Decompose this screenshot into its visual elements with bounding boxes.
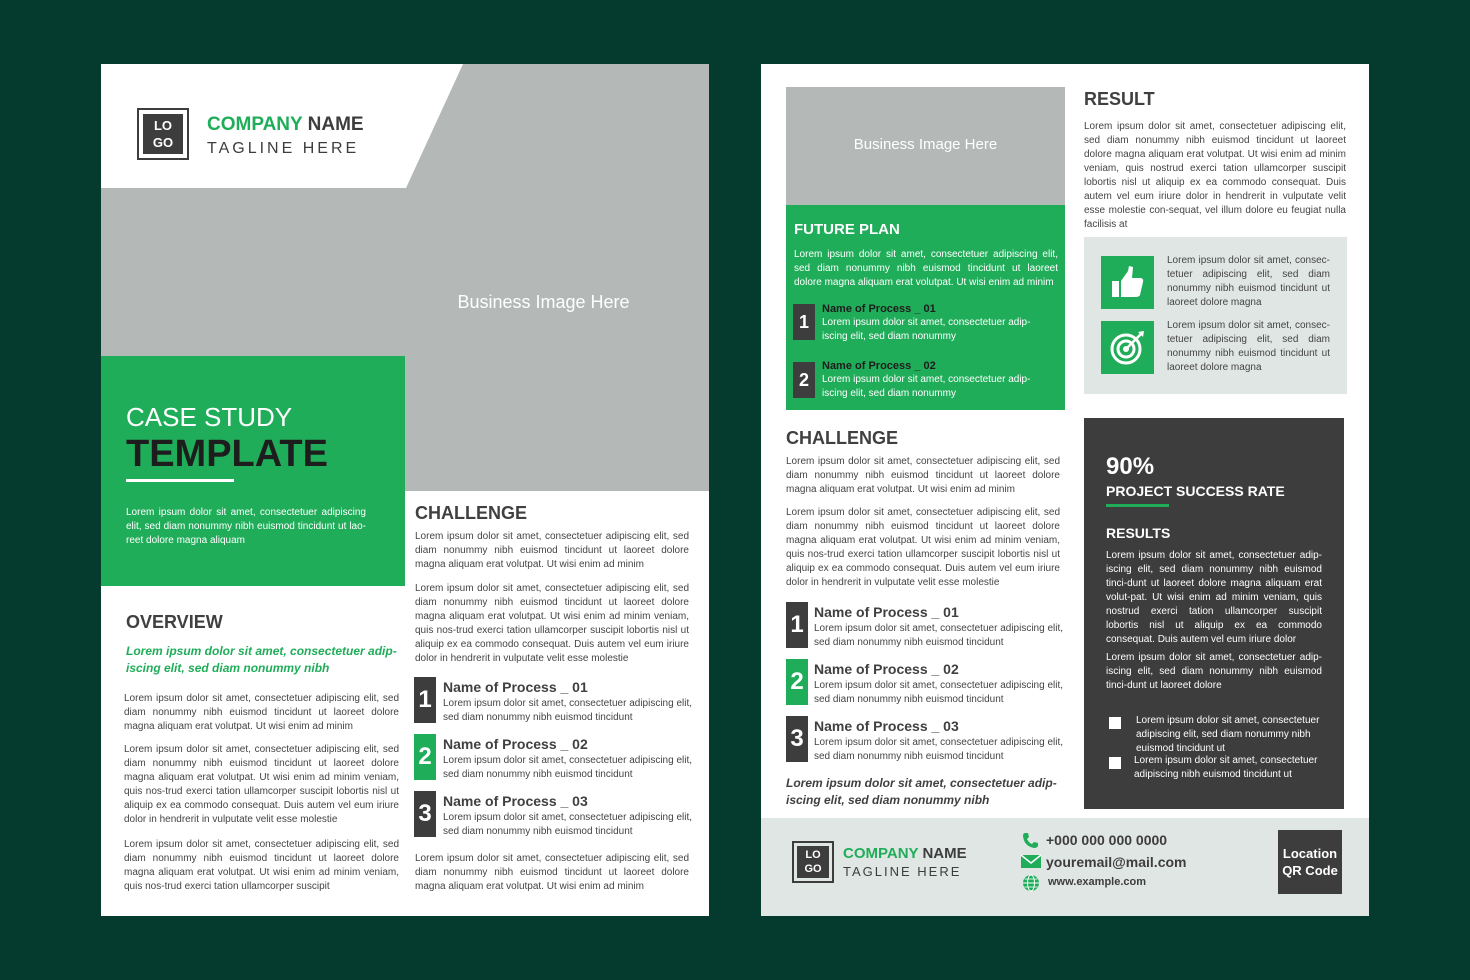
process-title-1: Name of Process _ 01 xyxy=(443,679,588,695)
checklist-item-1: Lorem ipsum dolor sit amet, consectetuer adipiscing elit, sed diam nonummy nibh euismod tincidunt ut xyxy=(1136,715,1320,754)
case-study-label: CASE STUDY xyxy=(126,402,293,432)
process-number-2: 2 xyxy=(414,734,436,780)
checklist-item-2: Lorem ipsum dolor sit amet, consectetuer adipiscing nibh euismod tincidunt ut xyxy=(1134,755,1318,780)
process2-text-3: Lorem ipsum dolor sit amet, consectetuer adipiscing elit, sed diam nonummy nibh euismod tincidunt xyxy=(814,737,1064,762)
future-process-number-1: 1 xyxy=(793,304,815,340)
overview-lead: Lorem ipsum dolor sit amet, consectetuer adip-iscing elit, sed diam nonummy nibh xyxy=(126,644,397,675)
image-placeholder-label-2: Business Image Here xyxy=(853,136,998,153)
qr-code-label: Location QR Code xyxy=(1282,846,1338,878)
results-heading: RESULTS xyxy=(1106,525,1171,541)
result-text: Lorem ipsum dolor sit amet, consectetuer adipiscing elit, sed diam nonummy nibh euismod tincidunt ut laoreet dolore magna aliquam erat volutpat. Ut wisi enim ad minim veniam, quis nostrud exerci tation ullamcorper suscipit lobortis nisl ut aliquip ex ea commodo consequat. Duis autem vel eum iriure dolor in hendrerit in vulputate velit esse molestie con-sequat, vel illum dolore eu feugiat nulla facilisis at xyxy=(1084,121,1346,230)
overview-paragraph-3: Lorem ipsum dolor sit amet, consectetuer adipiscing elit, sed diam nonummy nibh euismod tincidunt ut laoreet dolore magna aliquam erat volutpat. Ut wisi enim ad minim veniam, quis nos-trud exerci tation ullamcorper suscipit xyxy=(124,839,399,892)
future-plan-text: Lorem ipsum dolor sit amet, consectetuer adipiscing elit, sed diam nonummy nibh euismod tincidunt ut laoreet dolore magna aliquam erat volutpat. Ut wisi enim ad minim xyxy=(794,249,1058,288)
website[interactable]: www.example.com xyxy=(1048,876,1147,888)
success-rate-value: 90% xyxy=(1106,453,1155,480)
footer-logo: LO GO xyxy=(792,841,834,883)
success-rate-label: PROJECT SUCCESS RATE xyxy=(1106,483,1285,499)
future-process-title-2: Name of Process _ 02 xyxy=(822,360,936,372)
title-underline xyxy=(126,479,234,482)
company-tagline: TAGLINE HERE xyxy=(207,140,360,157)
challenge-paragraph-2: Lorem ipsum dolor sit amet, consectetuer adipiscing elit, sed diam nonummy nibh euismod tincidunt ut laoreet dolore magna aliquam erat volutpat. Ut wisi enim ad minim veniam, quis nos-trud exerci tation ullamcorper suscipit lobortis nisl ut aliquip ex ea commodo consequat. Duis autem vel eum iriure dolor in hendrerit in vulputate velit esse molestie xyxy=(415,583,689,664)
challenge-heading-2: CHALLENGE xyxy=(786,428,898,448)
process2-text-1: Lorem ipsum dolor sit amet, consectetuer adipiscing elit, sed diam nonummy nibh euismod tincidunt xyxy=(814,623,1064,648)
process2-title-2: Name of Process _ 02 xyxy=(814,661,959,677)
process-text-1: Lorem ipsum dolor sit amet, consectetuer adipiscing elit, sed diam nonummy nibh euismod tincidunt xyxy=(443,698,693,723)
footer-tagline: TAGLINE HERE xyxy=(843,864,962,879)
process-number-3: 3 xyxy=(414,791,436,837)
future-process-number-2: 2 xyxy=(793,362,815,398)
future-plan-heading: FUTURE PLAN xyxy=(794,221,900,238)
email-address[interactable]: youremail@mail.com xyxy=(1046,854,1187,870)
logo: LO GO xyxy=(137,108,189,160)
process-title-3: Name of Process _ 03 xyxy=(443,793,588,809)
email-icon xyxy=(1021,854,1041,869)
results-paragraph-2: Lorem ipsum dolor sit amet, consectetuer adip-iscing elit, sed diam nonummy nibh euismod tinci-dunt ut laoreet dolore xyxy=(1106,652,1322,691)
checkbox-2[interactable] xyxy=(1109,757,1121,769)
challenge-paragraph-1: Lorem ipsum dolor sit amet, consectetuer adipiscing elit, sed diam nonummy nibh euismod tincidunt ut laoreet dolore magna aliquam erat volutpat. Ut wisi enim ad minim xyxy=(415,531,689,570)
result-heading: RESULT xyxy=(1084,89,1155,109)
future-process-text-1: Lorem ipsum dolor sit amet, consectetuer adip-iscing elit, sed diam nonummy xyxy=(822,317,1031,342)
phone-icon xyxy=(1021,831,1040,850)
process2-number-2: 2 xyxy=(786,659,808,705)
process-title-2: Name of Process _ 02 xyxy=(443,736,588,752)
process2-number-1: 1 xyxy=(786,602,808,648)
template-title: TEMPLATE xyxy=(126,433,328,475)
challenge-2-paragraph-2: Lorem ipsum dolor sit amet, consectetuer adipiscing elit, sed diam nonummy nibh euismod tincidunt ut laoreet dolore magna aliquam erat volutpat. Ut wisi enim ad minim veniam, quis nos-trud exerci tation ullamcorper suscipit lobortis nisl ut aliquip ex ea commodo consequat. Duis autem vel eum iriure dolor in hendrerit in vulputate velit esse molestie xyxy=(786,507,1060,588)
footer-company-name: COMPANY NAME xyxy=(843,845,967,862)
closing-paragraph: Lorem ipsum dolor sit amet, consectetuer adipiscing elit, sed diam nonummy nibh euismod tincidunt ut laoreet dolore magna aliquam erat volutpat. Ut wisi enim ad minim xyxy=(415,853,689,892)
page-one xyxy=(101,64,709,916)
future-process-text-2: Lorem ipsum dolor sit amet, consectetuer adip-iscing elit, sed diam nonummy xyxy=(822,374,1031,399)
title-intro: Lorem ipsum dolor sit amet, consectetuer adipiscing elit, sed diam nonummy nibh euismod tincidunt ut lao-reet dolore magna aliquam xyxy=(126,507,366,546)
globe-icon xyxy=(1022,874,1040,892)
process2-title-3: Name of Process _ 03 xyxy=(814,718,959,734)
results-paragraph-1: Lorem ipsum dolor sit amet, consectetuer adip-iscing elit, sed diam nonummy nibh euismod tinci-dunt ut laoreet dolore magna aliquam erat volut-pat. Ut wisi enim ad minim veniam, quis nostrud exerci tation ullamcorper suscipit lobortis nisl ut aliquip ex ea commodo consequat. Duis autem vel eum iriure dolor xyxy=(1106,550,1322,645)
success-rate-underline xyxy=(1106,504,1169,507)
overview-paragraph-2: Lorem ipsum dolor sit amet, consectetuer adipiscing elit, sed diam nonummy nibh euismod tincidunt ut laoreet dolore magna aliquam erat volutpat. Ut wisi enim ad minim veniam, quis nos-trud exerci tation ullamcorper suscipit lobortis nisl ut aliquip ex ea commodo consequat. Duis autem vel eum iriure dolor in hendrerit in vulputate velit esse molestie xyxy=(124,744,399,825)
qr-code-placeholder xyxy=(1278,830,1342,894)
process2-title-1: Name of Process _ 01 xyxy=(814,604,959,620)
closing-lead: Lorem ipsum dolor sit amet, consectetuer adip-iscing elit, sed diam nonummy nibh xyxy=(786,776,1057,807)
future-process-title-1: Name of Process _ 01 xyxy=(822,303,936,315)
company-name: COMPANY NAME xyxy=(207,114,364,135)
challenge-2-paragraph-1: Lorem ipsum dolor sit amet, consectetuer adipiscing elit, sed diam nonummy nibh euismod tincidunt ut laoreet dolore magna aliquam erat volutpat. Ut wisi enim ad minim xyxy=(786,456,1060,495)
target-icon xyxy=(1101,321,1154,374)
challenge-heading: CHALLENGE xyxy=(415,503,527,523)
process-number-1: 1 xyxy=(414,677,436,723)
process-text-3: Lorem ipsum dolor sit amet, consectetuer adipiscing elit, sed diam nonummy nibh euismod tincidunt xyxy=(443,812,693,837)
process2-text-2: Lorem ipsum dolor sit amet, consectetuer adipiscing elit, sed diam nonummy nibh euismod tincidunt xyxy=(814,680,1064,705)
image-placeholder-label: Business Image Here xyxy=(457,292,630,312)
phone-number: +000 000 000 0000 xyxy=(1046,832,1168,848)
process-text-2: Lorem ipsum dolor sit amet, consectetuer adipiscing elit, sed diam nonummy nibh euismod tincidunt xyxy=(443,755,693,780)
process2-number-3: 3 xyxy=(786,716,808,762)
header-white-shape xyxy=(101,64,709,194)
icon-item-text-1: Lorem ipsum dolor sit amet, consec-tetuer adipiscing elit, sed diam nonummy nibh euismod tincidunt ut laoreet dolore magna xyxy=(1167,255,1330,308)
overview-paragraph-1: Lorem ipsum dolor sit amet, consectetuer adipiscing elit, sed diam nonummy nibh euismod tincidunt ut laoreet dolore magna aliquam erat volutpat. Ut wisi enim ad minim xyxy=(124,693,399,732)
thumbs-up-icon xyxy=(1101,256,1154,309)
page-two xyxy=(761,64,1369,916)
checkbox-1[interactable] xyxy=(1109,717,1121,729)
overview-heading: OVERVIEW xyxy=(126,612,223,632)
icon-item-text-2: Lorem ipsum dolor sit amet, consec-tetuer adipiscing elit, sed diam nonummy nibh euismod tincidunt ut laoreet dolore magna xyxy=(1167,320,1330,373)
